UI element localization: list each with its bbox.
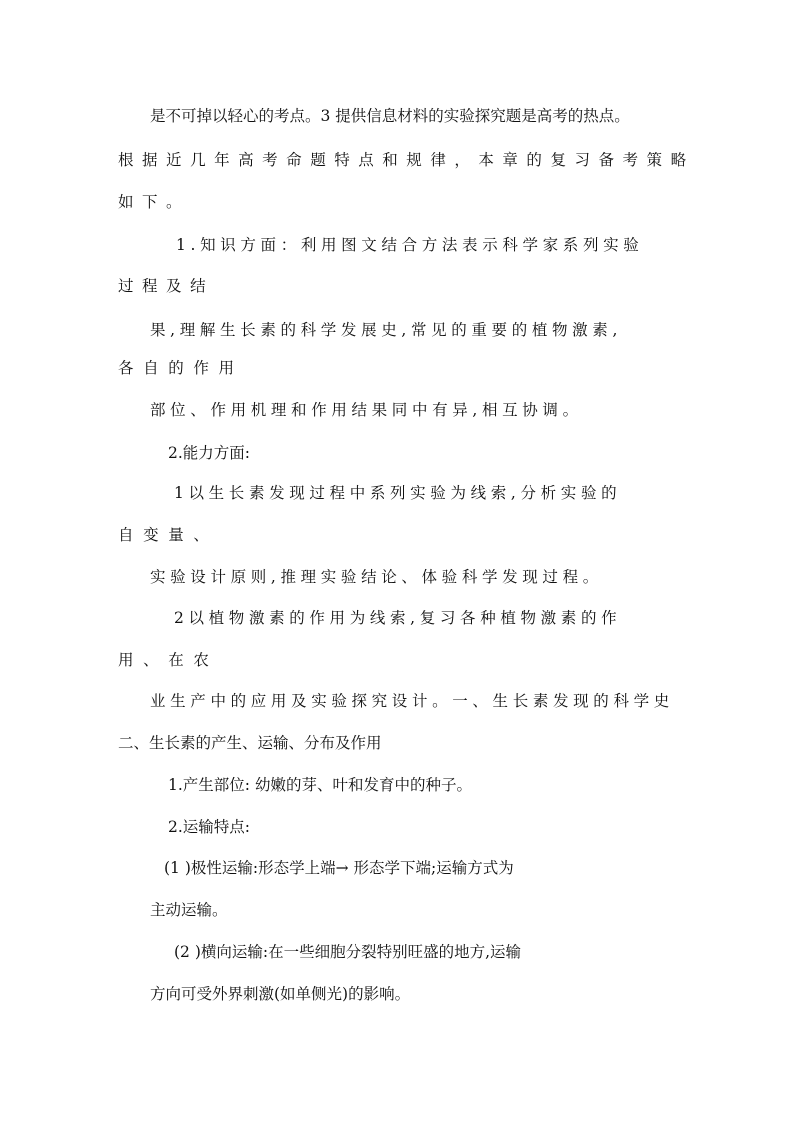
paragraph-line-2: 根据近几年高考命题特点和规律，本章的复习备考策略 (118, 151, 695, 169)
paragraph-line-7: 各自的作用 (118, 359, 244, 377)
paragraph-line-13: 2以植物激素的作用为线索,复习各种植物激素的作 (174, 609, 622, 627)
paragraph-line-20: 主动运输。 (150, 901, 228, 919)
paragraph-line-5: 过程及结 (118, 277, 215, 295)
paragraph-line-22: 方向可受外界刺激(如单侧光)的影响。 (150, 985, 411, 1003)
paragraph-line-12: 实验设计原则,推理实验结论、体验科学发现过程。 (150, 568, 603, 586)
paragraph-line-15: 业生产中的应用及实验探究设计。一、生长素发现的科学史 (150, 692, 674, 710)
paragraph-line-18: 2.运输特点: (168, 818, 251, 836)
paragraph-line-16: 二、生长素的产生、运输、分布及作用 (118, 734, 382, 752)
paragraph-line-8: 部位、作用机理和作用结果同中有异,相互协调。 (150, 401, 583, 419)
paragraph-line-4: 1.知识方面：利用图文结合方法表示科学家系列实验 (176, 236, 644, 254)
paragraph-line-1: 是不可掉以轻心的考点。3 提供信息材料的实验探究题是高考的热点。 (150, 107, 630, 125)
paragraph-line-17: 1.产生部位: 幼嫩的芽、叶和发育中的种子。 (168, 776, 472, 794)
paragraph-line-14: 用、在农 (118, 651, 219, 669)
paragraph-line-11: 自变量、 (118, 526, 219, 544)
paragraph-line-10: 1以生长素发现过程中系列实验为线索,分析实验的 (174, 484, 622, 502)
paragraph-line-19: (1 )极性运输:形态学上端→ 形态学下端;运输方式为 (164, 859, 514, 877)
paragraph-line-9: 2.能力方面: (168, 444, 251, 462)
paragraph-line-6: 果,理解生长素的科学发展史,常见的重要的植物激素, (150, 321, 623, 339)
paragraph-line-21: (2 )横向运输:在一些细胞分裂特别旺盛的地方,运输 (174, 943, 522, 961)
paragraph-line-3: 如下。 (118, 193, 191, 211)
